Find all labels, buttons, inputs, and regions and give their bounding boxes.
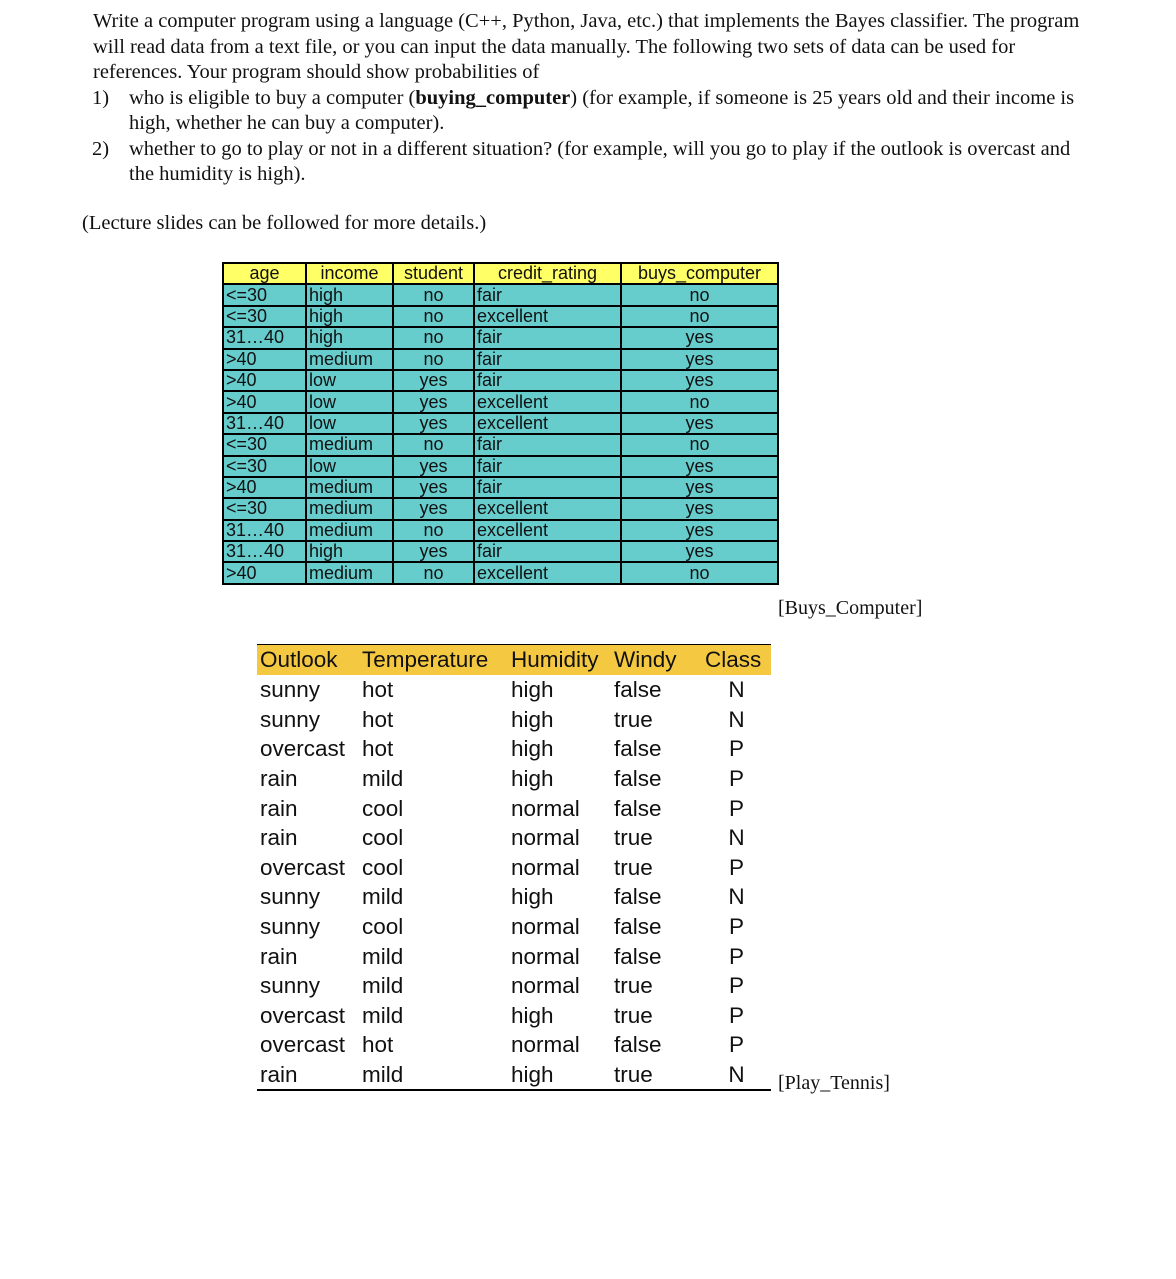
pt-cell-class: P: [728, 854, 744, 880]
pt-cell-humidity: high: [511, 884, 554, 910]
bc-row: [223, 541, 778, 562]
pt-cell-class: P: [728, 795, 744, 821]
bc-cell-age: 31…40: [223, 520, 306, 541]
pt-cell-class: N: [728, 1062, 745, 1088]
requirements-list: [93, 86, 1093, 188]
item-text-bold: buying_computer: [415, 86, 571, 109]
bc-cell-buys-computer: yes: [621, 477, 778, 498]
item-number: 2): [92, 137, 110, 160]
bc-cell-student: no: [393, 327, 474, 348]
buys-computer-body: [223, 284, 778, 583]
pt-cell-temperature: hot: [362, 736, 394, 762]
bc-row: [223, 349, 778, 370]
bc-col-header: credit_rating: [474, 263, 621, 284]
pt-row: [257, 853, 771, 883]
pt-cell-windy: false: [614, 795, 662, 821]
bc-cell-income: high: [306, 327, 393, 348]
bc-cell-credit-rating: fair: [474, 349, 621, 370]
bc-cell-credit-rating: fair: [474, 456, 621, 477]
pt-cell-humidity: normal: [511, 854, 580, 880]
pt-row: [257, 1030, 771, 1060]
pt-col-header: Temperature: [359, 645, 508, 676]
pt-cell-windy: false: [614, 943, 662, 969]
pt-row: [257, 971, 771, 1001]
bc-cell-age: <=30: [223, 434, 306, 455]
bc-cell-buys-computer: no: [621, 562, 778, 583]
bc-cell-credit-rating: fair: [474, 284, 621, 305]
pt-cell-temperature: hot: [362, 677, 394, 703]
bc-cell-age: 31…40: [223, 413, 306, 434]
pt-cell-temperature: cool: [362, 914, 404, 940]
bc-row: [223, 520, 778, 541]
pt-cell-class: P: [728, 943, 744, 969]
requirement-item: [93, 86, 1093, 137]
pt-cell-outlook: overcast: [260, 736, 346, 762]
bc-row: [223, 413, 778, 434]
bc-cell-buys-computer: yes: [621, 541, 778, 562]
bc-cell-income: low: [306, 391, 393, 412]
bc-cell-age: <=30: [223, 498, 306, 519]
bc-cell-income: medium: [306, 349, 393, 370]
bc-cell-student: no: [393, 434, 474, 455]
pt-cell-outlook: rain: [260, 943, 298, 969]
bc-cell-income: high: [306, 541, 393, 562]
bc-cell-student: yes: [393, 391, 474, 412]
pt-cell-outlook: overcast: [260, 854, 346, 880]
pt-cell-windy: false: [614, 766, 662, 792]
pt-col-header: Humidity: [508, 645, 611, 676]
pt-cell-windy: true: [614, 825, 653, 851]
pt-cell-humidity: normal: [511, 795, 580, 821]
intro-paragraph: Write a computer program using a language (C++, Python, Java, etc.) that implements the Bayes classifier. The program will read data from a text file, or you can input the data manually. The following two sets of data can be used for references. Your program should show probabilities of: [93, 10, 1080, 83]
pt-cell-outlook: rain: [260, 825, 298, 851]
bc-cell-student: no: [393, 520, 474, 541]
bc-cell-credit-rating: fair: [474, 541, 621, 562]
pt-cell-class: P: [728, 736, 744, 762]
pt-row: [257, 793, 771, 823]
bc-cell-student: no: [393, 306, 474, 327]
buys-computer-caption: [Buys_Computer]: [778, 597, 923, 619]
bc-cell-income: high: [306, 284, 393, 305]
pt-cell-humidity: normal: [511, 1032, 580, 1058]
bc-cell-age: >40: [223, 349, 306, 370]
pt-row: [257, 675, 771, 705]
bc-cell-student: yes: [393, 498, 474, 519]
pt-col-header: Outlook: [257, 645, 359, 676]
bc-cell-buys-computer: yes: [621, 498, 778, 519]
pt-cell-class: P: [728, 914, 744, 940]
pt-row: [257, 823, 771, 853]
assignment-text: [93, 9, 1093, 188]
bc-cell-income: medium: [306, 562, 393, 583]
pt-cell-windy: true: [614, 1062, 653, 1088]
pt-row: [257, 764, 771, 794]
bc-cell-buys-computer: yes: [621, 413, 778, 434]
item-number: 1): [92, 86, 110, 109]
bc-cell-income: low: [306, 456, 393, 477]
bc-cell-student: yes: [393, 413, 474, 434]
bc-cell-student: yes: [393, 456, 474, 477]
pt-cell-humidity: normal: [511, 943, 580, 969]
bc-cell-buys-computer: yes: [621, 349, 778, 370]
play-tennis-table: [257, 644, 771, 1091]
pt-cell-outlook: sunny: [260, 914, 321, 940]
pt-cell-temperature: mild: [362, 973, 404, 999]
bc-cell-age: <=30: [223, 306, 306, 327]
pt-cell-outlook: overcast: [260, 1032, 346, 1058]
bc-col-header: student: [393, 263, 474, 284]
bc-cell-age: 31…40: [223, 541, 306, 562]
bc-cell-buys-computer: no: [621, 391, 778, 412]
bc-row: [223, 370, 778, 391]
bc-cell-buys-computer: no: [621, 434, 778, 455]
bc-row: [223, 477, 778, 498]
bc-cell-buys-computer: no: [621, 306, 778, 327]
pt-cell-outlook: rain: [260, 795, 298, 821]
bc-cell-student: no: [393, 562, 474, 583]
pt-cell-temperature: mild: [362, 1002, 404, 1028]
bc-cell-income: medium: [306, 434, 393, 455]
pt-cell-windy: true: [614, 973, 653, 999]
play-tennis-caption: [Play_Tennis]: [778, 1072, 890, 1094]
pt-col-header: Class: [702, 645, 771, 676]
pt-cell-class: P: [728, 766, 744, 792]
bc-row: [223, 434, 778, 455]
play-tennis-header: [257, 645, 771, 676]
bc-cell-income: high: [306, 306, 393, 327]
pt-cell-humidity: high: [511, 766, 554, 792]
pt-cell-outlook: overcast: [260, 1002, 346, 1028]
bc-cell-credit-rating: fair: [474, 434, 621, 455]
play-tennis-body: [257, 675, 771, 1090]
pt-cell-temperature: mild: [362, 943, 404, 969]
bc-cell-buys-computer: yes: [621, 456, 778, 477]
bc-cell-buys-computer: no: [621, 284, 778, 305]
pt-row: [257, 882, 771, 912]
pt-cell-humidity: high: [511, 677, 554, 703]
item-text-post: ) (for example, if someone is 25 years old and their income is high, whether he can buy a computer).: [129, 86, 1075, 134]
bc-cell-student: no: [393, 284, 474, 305]
bc-cell-credit-rating: fair: [474, 477, 621, 498]
bc-cell-credit-rating: excellent: [474, 413, 621, 434]
bc-row: [223, 498, 778, 519]
pt-cell-windy: false: [614, 677, 662, 703]
bc-cell-buys-computer: yes: [621, 370, 778, 391]
pt-cell-class: N: [728, 677, 745, 703]
bc-cell-age: 31…40: [223, 327, 306, 348]
pt-cell-temperature: cool: [362, 825, 404, 851]
bc-cell-income: medium: [306, 477, 393, 498]
pt-cell-temperature: hot: [362, 706, 394, 732]
pt-cell-windy: false: [614, 1032, 662, 1058]
bc-cell-age: >40: [223, 370, 306, 391]
pt-cell-class: N: [728, 884, 745, 910]
bc-cell-age: <=30: [223, 456, 306, 477]
pt-cell-humidity: normal: [511, 973, 580, 999]
requirement-item: [93, 137, 1093, 188]
bc-cell-income: medium: [306, 520, 393, 541]
pt-cell-temperature: cool: [362, 854, 404, 880]
bc-cell-credit-rating: fair: [474, 370, 621, 391]
bc-cell-buys-computer: yes: [621, 520, 778, 541]
lecture-note: (Lecture slides can be followed for more details.): [82, 212, 487, 234]
pt-cell-class: P: [728, 973, 744, 999]
pt-cell-class: N: [728, 706, 745, 732]
pt-cell-outlook: sunny: [260, 884, 321, 910]
bc-cell-credit-rating: excellent: [474, 498, 621, 519]
buys-computer-header: [223, 263, 778, 284]
bc-col-header: buys_computer: [621, 263, 778, 284]
bc-cell-student: yes: [393, 477, 474, 498]
bc-cell-age: >40: [223, 477, 306, 498]
bc-row: [223, 562, 778, 583]
bc-cell-student: yes: [393, 370, 474, 391]
bc-cell-student: yes: [393, 541, 474, 562]
pt-cell-humidity: high: [511, 1062, 554, 1088]
pt-cell-outlook: rain: [260, 1062, 298, 1088]
pt-cell-windy: true: [614, 1002, 653, 1028]
pt-row: [257, 1001, 771, 1031]
pt-cell-windy: false: [614, 914, 662, 940]
pt-cell-outlook: sunny: [260, 973, 321, 999]
bc-cell-income: low: [306, 370, 393, 391]
bc-cell-buys-computer: yes: [621, 327, 778, 348]
pt-row: [257, 1060, 771, 1091]
pt-cell-outlook: sunny: [260, 706, 321, 732]
pt-cell-windy: false: [614, 884, 662, 910]
pt-row: [257, 705, 771, 735]
bc-cell-credit-rating: fair: [474, 327, 621, 348]
bc-row: [223, 306, 778, 327]
pt-cell-temperature: mild: [362, 884, 404, 910]
pt-cell-temperature: mild: [362, 1062, 404, 1088]
bc-row: [223, 456, 778, 477]
bc-cell-credit-rating: excellent: [474, 306, 621, 327]
pt-cell-class: P: [728, 1002, 744, 1028]
bc-cell-credit-rating: excellent: [474, 520, 621, 541]
bc-cell-age: >40: [223, 391, 306, 412]
item-text: whether to go to play or not in a different situation? (for example, will you go to play if the outlook is overcast and the humidity is high).: [129, 137, 1071, 185]
pt-cell-humidity: high: [511, 1002, 554, 1028]
bc-col-header: income: [306, 263, 393, 284]
pt-cell-humidity: normal: [511, 825, 580, 851]
pt-cell-humidity: high: [511, 736, 554, 762]
pt-cell-humidity: high: [511, 706, 554, 732]
pt-cell-outlook: rain: [260, 766, 298, 792]
pt-col-header: Windy: [611, 645, 702, 676]
bc-cell-age: <=30: [223, 284, 306, 305]
pt-row: [257, 912, 771, 942]
bc-row: [223, 391, 778, 412]
buys-computer-table: [222, 262, 779, 585]
pt-cell-temperature: hot: [362, 1032, 394, 1058]
pt-cell-windy: true: [614, 706, 653, 732]
pt-cell-humidity: normal: [511, 914, 580, 940]
pt-cell-outlook: sunny: [260, 677, 321, 703]
pt-cell-temperature: mild: [362, 766, 404, 792]
item-text-pre: who is eligible to buy a computer (: [129, 86, 416, 109]
pt-row: [257, 941, 771, 971]
bc-cell-age: >40: [223, 562, 306, 583]
bc-cell-credit-rating: excellent: [474, 391, 621, 412]
pt-cell-windy: false: [614, 736, 662, 762]
bc-col-header: age: [223, 263, 306, 284]
bc-cell-credit-rating: excellent: [474, 562, 621, 583]
bc-row: [223, 284, 778, 305]
pt-cell-class: N: [728, 825, 745, 851]
pt-cell-class: P: [728, 1032, 744, 1058]
bc-cell-student: no: [393, 349, 474, 370]
bc-row: [223, 327, 778, 348]
bc-cell-income: low: [306, 413, 393, 434]
pt-row: [257, 734, 771, 764]
pt-cell-temperature: cool: [362, 795, 404, 821]
bc-cell-income: medium: [306, 498, 393, 519]
pt-cell-windy: true: [614, 854, 653, 880]
